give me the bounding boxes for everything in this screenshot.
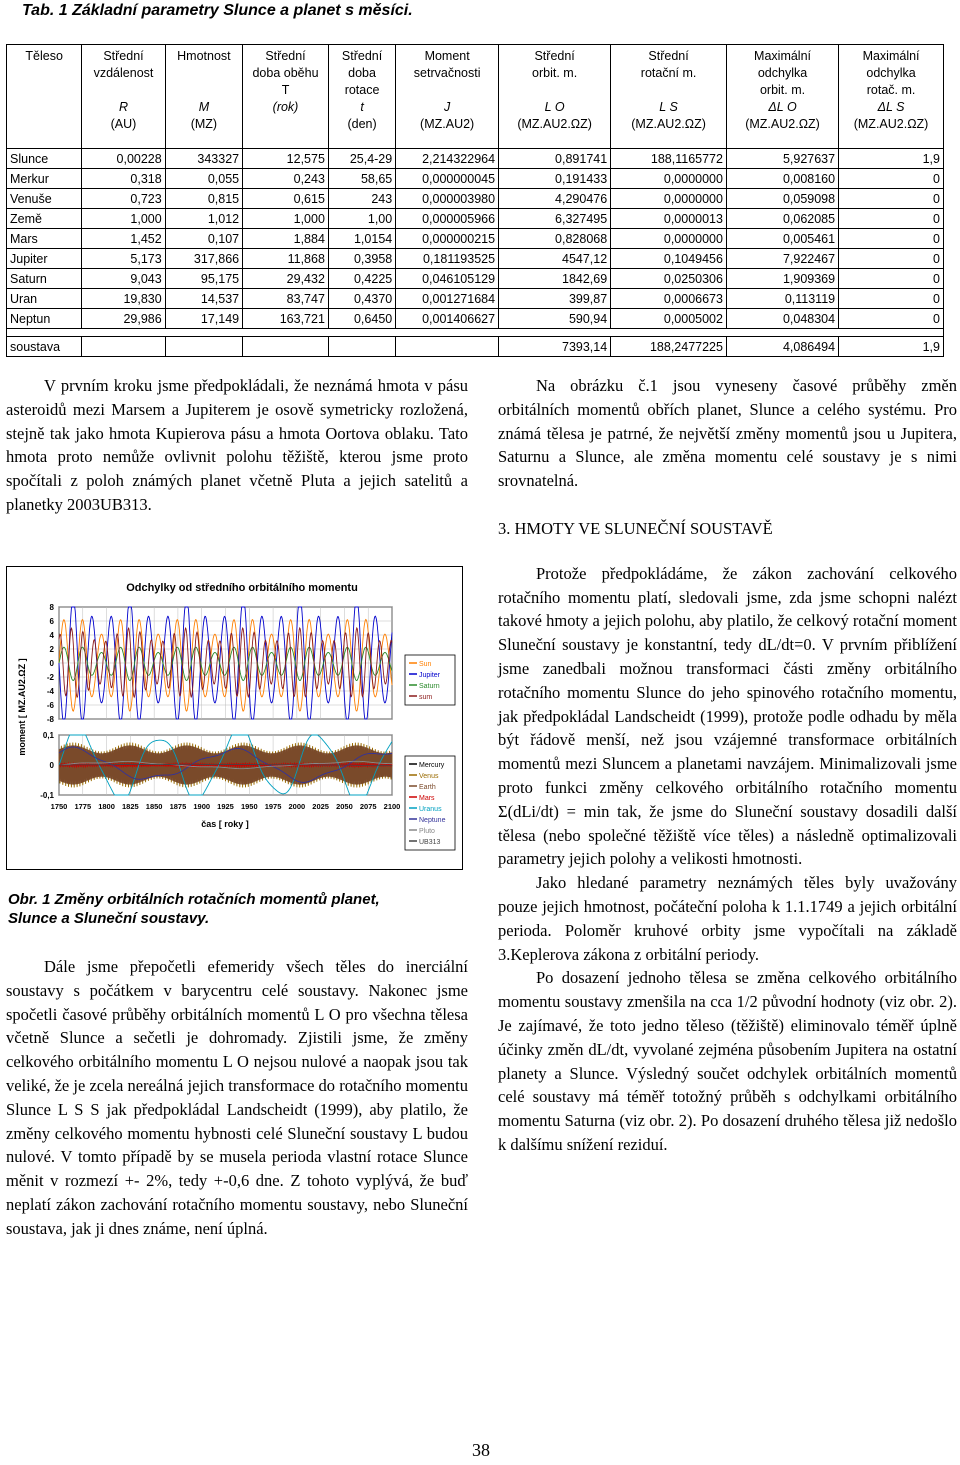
x-tick-label: 2050 <box>336 802 353 811</box>
paragraph: Protože předpokládáme, že zákon zachování celkového rotačního momentu platí, sledovali jsme, zda jsme schopni nalézt takové hmoty a jejich polohu, aby platilo, že celkový rotační moment Sluneční soustavy je konstantní, tedy dL/dt=0. V prvním přiblížení jsme zanedbali možnou transformaci části změny orbitálního rotačního momentu Slunce do jeho spinového rotačního momentu, jak předpokládal Landscheidt (1999), protože podle odhadu by měla být řádově menší, než jsou vzájemné transformace orbitálních momentů mezi Sluncem a planetami navzájem. Minimalizovali jsme proto funkci změny celkového orbitálního rotačního momentu Σ(dLi/dt) = min tak, že jsme do Sluneční soustavy dosadili další tělesa (nebo společné těžiště více těles) a následně optimalizovali parametry jejich polohy a velikosti hmotnosti. <box>498 563 957 869</box>
table-cell: 0,4370 <box>328 289 395 309</box>
table-header-cell <box>396 45 499 149</box>
table-cell: 0,3958 <box>328 249 395 269</box>
table-cell: 1,9 <box>839 337 944 357</box>
x-tick-label: 1775 <box>74 802 92 811</box>
table-cell <box>328 337 395 357</box>
page-number: 38 <box>472 1440 490 1460</box>
header-line: ΔL S <box>877 100 905 114</box>
legend-entry: Uranus <box>419 806 442 813</box>
table-cell: 590,94 <box>499 309 611 329</box>
table-row <box>7 209 944 229</box>
paragraph: Po dosazení jednoho tělesa se změna celkového orbitálního momentu soustavy zmenšila na cca 1/2 původní hodnoty (viz obr. 2). Je zajímavé, že toto jedno těleso (těžiště) eliminovalo téměř úplně účinky změn dL/dt, vyvolané zejména působením Jupitera na ostatní planety a Slunce. Výsledný součet odchylek orbitálních momentů celé soustavy má téměř totožný průběh s odchylkami orbitálního momentu Saturna (viz obr. 2). Po dosazení druhého tělesa již nedošlo k dalšímu snížení reziduí. <box>498 968 957 1154</box>
header-line <box>85 82 161 99</box>
table-cell: 0 <box>839 229 944 249</box>
table-cell: 4,086494 <box>726 337 838 357</box>
header-line: T <box>281 83 290 97</box>
x-tick-label: 2100 <box>383 802 401 811</box>
table-cell: 0 <box>839 209 944 229</box>
header-line: (rok) <box>272 100 299 114</box>
table-cell: 1,909369 <box>726 269 838 289</box>
header-line: setrvačnosti <box>413 66 481 80</box>
table-cell: 0 <box>839 249 944 269</box>
chart-title: Odchylky od středního orbitálního momentu <box>126 582 358 594</box>
x-tick-label: 2000 <box>288 802 306 811</box>
table-cell: 317,866 <box>165 249 242 269</box>
y-tick-label: -8 <box>46 715 54 724</box>
table-row <box>7 289 944 309</box>
header-line <box>502 82 607 99</box>
table-cell: 12,575 <box>243 149 329 169</box>
table-cell: 0,0000000 <box>611 229 727 249</box>
x-tick-label: 1875 <box>169 802 187 811</box>
table-cell: 0,0000013 <box>611 209 727 229</box>
legend-entry: UB313 <box>419 839 441 846</box>
legend-entry: Mars <box>419 795 435 802</box>
table-cell: 4547,12 <box>499 249 611 269</box>
header-line: (MZ) <box>190 117 218 131</box>
y-tick-label: 2 <box>49 645 54 654</box>
y-tick-label: 4 <box>49 631 54 640</box>
header-line: L O <box>544 100 565 114</box>
table-cell: 188,1165772 <box>611 149 727 169</box>
table-header-cell <box>726 45 838 149</box>
table-header-cell <box>82 45 165 149</box>
legend-entry: Saturn <box>419 683 440 690</box>
table-spacer-cell <box>7 329 944 337</box>
x-axis-label: čas [ roky ] <box>201 819 249 829</box>
header-line: Maximální <box>754 49 812 63</box>
table-cell: 163,721 <box>243 309 329 329</box>
table-cell: 29,432 <box>243 269 329 289</box>
table-cell <box>243 337 329 357</box>
header-line: vzdálenost <box>93 66 154 80</box>
table-cell <box>82 337 165 357</box>
table-row <box>7 169 944 189</box>
legend-entry: Earth <box>419 784 436 791</box>
table-cell: 5,927637 <box>726 149 838 169</box>
x-tick-label: 1975 <box>264 802 282 811</box>
x-tick-label: 1750 <box>50 802 68 811</box>
table-caption: Tab. 1 Základní parametry Slunce a planet s měsíci. <box>22 2 413 19</box>
table-cell <box>396 337 499 357</box>
legend-entry: Jupiter <box>419 672 441 679</box>
table-cell: 0,615 <box>243 189 329 209</box>
x-tick-label: 1925 <box>217 802 234 811</box>
header-line: (MZ.AU2.ΩZ) <box>853 117 929 131</box>
header-line: R <box>118 100 128 114</box>
table-cell: 0,059098 <box>726 189 838 209</box>
table-cell <box>165 337 242 357</box>
y-tick-label: -0,1 <box>40 791 54 800</box>
x-tick-label: 1900 <box>193 802 211 811</box>
table-cell: 25,4-29 <box>328 149 395 169</box>
header-line: odchylka <box>757 66 808 80</box>
table-cell: 0,828068 <box>499 229 611 249</box>
table-cell: 243 <box>328 189 395 209</box>
header-line: L S <box>659 100 678 114</box>
table-cell: 0,008160 <box>726 169 838 189</box>
figure-1-caption <box>8 890 380 928</box>
table-cell: 0,6450 <box>328 309 395 329</box>
table-cell: 1,000 <box>243 209 329 229</box>
table-cell: 95,175 <box>165 269 242 289</box>
table-cell: soustava <box>7 337 82 357</box>
legend-entry: Neptune <box>419 817 446 824</box>
table-row <box>7 249 944 269</box>
table-cell: 83,747 <box>243 289 329 309</box>
section-heading: 3. HMOTY VE SLUNEČNÍ SOUSTAVĚ <box>498 518 773 538</box>
header-line: (MZ.AU2.ΩZ) <box>631 117 706 131</box>
header-line: orbit. m. <box>759 83 806 97</box>
legend-entry: Venus <box>419 773 439 780</box>
table-cell: 0,055 <box>165 169 242 189</box>
table-cell: 0,181193525 <box>396 249 499 269</box>
x-tick-label: 1825 <box>122 802 139 811</box>
y-tick-label: -4 <box>46 687 54 696</box>
header-line: (MZ.AU2.ΩZ) <box>745 117 820 131</box>
header-line <box>246 116 325 133</box>
header-line: doba <box>348 66 376 80</box>
table-spacer-row <box>7 329 944 337</box>
table-row <box>7 337 944 357</box>
header-line: doba oběhu <box>252 66 319 80</box>
table-cell: 0,191433 <box>499 169 611 189</box>
left-column-bottom <box>6 955 468 1241</box>
parameters-table <box>6 44 944 357</box>
table-header-cell <box>165 45 242 149</box>
figure-caption-line-1: Obr. 1 Změny orbitálních rotačních momentů planet, <box>8 891 380 908</box>
table-cell: Merkur <box>7 169 82 189</box>
y-tick-label: 0 <box>49 761 54 770</box>
legend-entry: Pluto <box>419 828 435 835</box>
table-cell: Mars <box>7 229 82 249</box>
table-cell: 0,000005966 <box>396 209 499 229</box>
y-tick-label: 0 <box>49 659 54 668</box>
header-line <box>614 82 723 99</box>
header-line: Maximální <box>862 49 920 63</box>
table-header-cell <box>839 45 944 149</box>
header-line <box>10 116 78 133</box>
table-cell: Neptun <box>7 309 82 329</box>
table-cell: Země <box>7 209 82 229</box>
header-line: (MZ.AU2) <box>420 117 475 131</box>
table-cell: 0,0250306 <box>611 269 727 289</box>
table-cell: 1,452 <box>82 229 165 249</box>
legend-entry: sum <box>419 694 433 701</box>
table-cell: 1842,69 <box>499 269 611 289</box>
table-cell: 0 <box>839 289 944 309</box>
table-cell: Slunce <box>7 149 82 169</box>
header-line: Střední <box>341 49 383 63</box>
header-line: Střední <box>265 49 306 63</box>
table-cell: 1,012 <box>165 209 242 229</box>
table-cell: Jupiter <box>7 249 82 269</box>
table-cell: 0,113119 <box>726 289 838 309</box>
x-tick-label: 1950 <box>240 802 258 811</box>
table-cell: 1,0154 <box>328 229 395 249</box>
table-cell: 188,2477225 <box>611 337 727 357</box>
table-cell: 0 <box>839 269 944 289</box>
table-cell: 0 <box>839 189 944 209</box>
table-cell: 29,986 <box>82 309 165 329</box>
y-tick-label: 0,1 <box>42 731 54 740</box>
legend-box <box>405 756 455 850</box>
table-cell: 5,173 <box>82 249 165 269</box>
header-line: Těleso <box>25 49 63 63</box>
table-cell: 399,87 <box>499 289 611 309</box>
table-row <box>7 189 944 209</box>
table-header-cell <box>499 45 611 149</box>
paragraph: V prvním kroku jsme předpokládali, že neznámá hmota v pásu asteroidů mezi Marsem a Jupiterem je osově symetricky rozložená, stejně tak jako hmota Kupierova pásu a hmota Oortova oblaku. Tato hmota proto nemůže ovlivnit polohu těžiště, kterou jsme proto spočítali z poloh známých planet včetně Pluta a jejich satelitů a planetky 2003UB313. <box>6 376 468 514</box>
table-cell: 7,922467 <box>726 249 838 269</box>
table-cell: 0 <box>839 169 944 189</box>
header-line: rotace <box>344 83 380 97</box>
header-line: Střední <box>534 49 575 63</box>
y-tick-label: -6 <box>46 701 54 710</box>
header-line: Střední <box>648 49 689 63</box>
header-line: J <box>444 100 451 114</box>
table-cell: 0,815 <box>165 189 242 209</box>
table-cell: 1,00 <box>328 209 395 229</box>
table-cell: 14,537 <box>165 289 242 309</box>
table-cell: 0,107 <box>165 229 242 249</box>
header-line: rotač. m. <box>866 83 916 97</box>
legend-entry: Mercury <box>419 762 445 769</box>
table-header-cell <box>243 45 329 149</box>
table-cell: 0,891741 <box>499 149 611 169</box>
table-cell: 4,290476 <box>499 189 611 209</box>
table-cell: 0,0000000 <box>611 189 727 209</box>
header-line: ΔL O <box>768 100 797 114</box>
x-tick-label: 1800 <box>98 802 115 811</box>
table-cell: 0,048304 <box>726 309 838 329</box>
header-line <box>10 99 78 116</box>
table-cell: 19,830 <box>82 289 165 309</box>
table-cell: 0,000000045 <box>396 169 499 189</box>
x-tick-label: 2025 <box>312 802 329 811</box>
table-cell: 11,868 <box>243 249 329 269</box>
table-cell: 0,243 <box>243 169 329 189</box>
table-cell: 0,0005002 <box>611 309 727 329</box>
table-cell: 0,005461 <box>726 229 838 249</box>
table-cell: 0,000000215 <box>396 229 499 249</box>
table-header-cell <box>611 45 727 149</box>
paragraph: Dále jsme přepočetli efemeridy všech těles do inerciální soustavy s počátkem v barycentru celé soustavy. Nakonec jsme spočetli časové průběhy orbitálních momentů L O pro všechna tělesa včetně Slunce a sečetli je dohromady. Zjistili jsme, že změny celkového orbitálního momentu L O nejsou nulové a naopak jsou tak veliké, že je zcela nereálná jejich transformace do rotačního momentu Slunce L S S jak předpokládal Landscheidt (1999), aby platilo, že změny celkového momentu hybnosti celé Sluneční soustavy L budou nulové. V tomto případě by se musela perioda vlastní rotace Slunce měnit v rozmezí +- 2%, tedy +-0,6 dne. Z tohoto vyplývá, že buď neplatí zákon zachování rotačního momentu soustavy, nebo Sluneční soustava, jak ji dnes známe, není úplná. <box>6 957 468 1238</box>
table-cell: 0,046105129 <box>396 269 499 289</box>
header-line: Střední <box>103 49 144 63</box>
table-row <box>7 149 944 169</box>
header-line: (den) <box>347 117 377 131</box>
left-column-top <box>6 374 468 517</box>
paragraph: Jako hledané parametry neznámých těles byly uvažovány pouze jejich hmotnost, počáteční poloha k 1.1.1749 a jejich orbitální perioda. Poloměr kruhové orbity jsme vypočítali na základě 3.Keplerova zákona z orbitální periody. <box>498 873 957 964</box>
table-cell: 0,723 <box>82 189 165 209</box>
table-cell: 0,062085 <box>726 209 838 229</box>
x-tick-label: 2075 <box>359 802 377 811</box>
table-cell: 0,4225 <box>328 269 395 289</box>
table-cell: 17,149 <box>165 309 242 329</box>
header-line: (AU) <box>110 117 137 131</box>
table-row <box>7 309 944 329</box>
legend-entry: Sun <box>419 661 432 668</box>
table-header-cell <box>328 45 395 149</box>
table-cell: 6,327495 <box>499 209 611 229</box>
header-line: M <box>198 100 210 114</box>
header-line: (MZ.AU2.ΩZ) <box>517 117 592 131</box>
table-cell: 0,001271684 <box>396 289 499 309</box>
header-line: rotační m. <box>640 66 697 80</box>
table-cell: 9,043 <box>82 269 165 289</box>
table-cell: 0,00228 <box>82 149 165 169</box>
header-line <box>10 65 78 82</box>
table-row <box>7 229 944 249</box>
table-cell: Saturn <box>7 269 82 289</box>
table-cell: 1,000 <box>82 209 165 229</box>
header-line: t <box>360 100 364 114</box>
x-tick-label: 1850 <box>145 802 163 811</box>
table-cell: Uran <box>7 289 82 309</box>
table-cell: 0,0006673 <box>611 289 727 309</box>
table-cell: 0,000003980 <box>396 189 499 209</box>
table-cell: 0,001406627 <box>396 309 499 329</box>
header-line: Moment <box>424 49 470 63</box>
header-line: odchylka <box>866 66 916 80</box>
y-axis-label: moment [ MZ.AU2.ΩZ ] <box>17 658 27 756</box>
table-cell: 2,214322964 <box>396 149 499 169</box>
table-cell: 1,884 <box>243 229 329 249</box>
header-line <box>169 82 239 99</box>
y-tick-label: 6 <box>49 617 54 626</box>
y-tick-label: 8 <box>49 603 54 612</box>
y-tick-label: -2 <box>46 673 54 682</box>
table-cell: 58,65 <box>328 169 395 189</box>
paragraph: Na obrázku č.1 jsou vyneseny časové průběhy změn orbitálních momentů obřích planet, Slunce a celého systému. Pro známá tělesa je patrné, že největší změny momentů jsou u Jupitera, Saturnu a Slunce, ale změna momentu celé soustavy je s nimi srovnatelná. <box>498 376 957 491</box>
header-line: orbit. m. <box>532 66 578 80</box>
header-line <box>399 82 495 99</box>
chart-svg <box>7 567 462 869</box>
header-line <box>10 82 78 99</box>
table-cell: Venuše <box>7 189 82 209</box>
table-cell: 0 <box>839 309 944 329</box>
table-cell: 0,318 <box>82 169 165 189</box>
table-cell: 1,9 <box>839 149 944 169</box>
table-cell: 343327 <box>165 149 242 169</box>
figure-caption-line-2: Slunce a Sluneční soustavy. <box>8 910 210 927</box>
table-header-cell <box>7 45 82 149</box>
table-cell: 0,0000000 <box>611 169 727 189</box>
header-line <box>169 65 239 82</box>
right-column <box>498 374 957 1157</box>
table-cell: 7393,14 <box>499 337 611 357</box>
table-cell: 0,1049456 <box>611 249 727 269</box>
header-line: Hmotnost <box>177 49 231 63</box>
figure-1-chart <box>6 566 463 870</box>
table-row <box>7 269 944 289</box>
